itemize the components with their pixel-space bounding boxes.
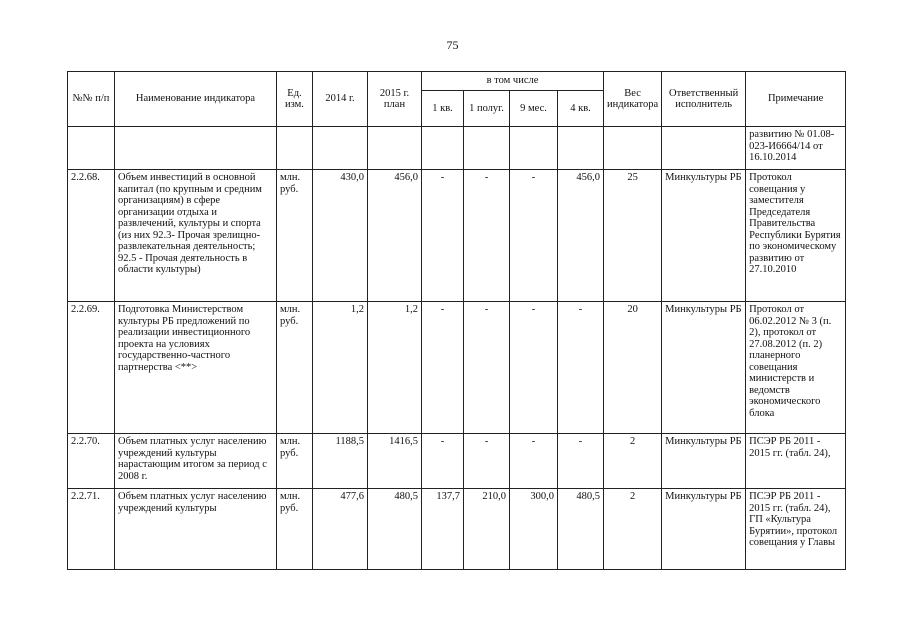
cell-empty (558, 127, 604, 170)
cell-2015-plan: 1,2 (368, 302, 422, 434)
header-weight: Вес индикатора (604, 72, 662, 127)
cell-empty (604, 127, 662, 170)
header-responsible: Ответственный исполнитель (662, 72, 746, 127)
header-row (68, 72, 846, 91)
cell-empty (662, 127, 746, 170)
cell-empty (422, 127, 464, 170)
cell-num: 2.2.69. (68, 302, 115, 434)
cell-2015-plan: 1416,5 (368, 434, 422, 489)
cell-unit: млн. руб. (277, 489, 313, 570)
table-row-continuation (68, 127, 846, 170)
cell-q4: - (558, 434, 604, 489)
cell-2014: 477,6 (313, 489, 368, 570)
cell-weight: 2 (604, 489, 662, 570)
cell-empty (464, 127, 510, 170)
cell-q1: - (422, 434, 464, 489)
cell-unit: млн. руб. (277, 302, 313, 434)
cell-q4: - (558, 302, 604, 434)
cell-weight: 2 (604, 434, 662, 489)
header-2014: 2014 г. (313, 72, 368, 127)
cell-h1: - (464, 170, 510, 302)
cell-num: 2.2.70. (68, 434, 115, 489)
cell-h1: - (464, 302, 510, 434)
table-row (68, 170, 846, 302)
header-q4: 4 кв. (558, 91, 604, 127)
cell-2015-plan: 480,5 (368, 489, 422, 570)
cell-h1: - (464, 434, 510, 489)
cell-note: развитию № 01.08-023-И6664/14 от 16.10.2014 (746, 127, 846, 170)
cell-q4: 480,5 (558, 489, 604, 570)
cell-q1: - (422, 170, 464, 302)
cell-empty (277, 127, 313, 170)
table-row (68, 302, 846, 434)
header-name: Наименование индикатора (115, 72, 277, 127)
cell-empty (368, 127, 422, 170)
cell-note: ПСЭР РБ 2011 - 2015 гг. (табл. 24), ГП «Культура Бурятии», протокол совещания у Главы (746, 489, 846, 570)
cell-unit: млн. руб. (277, 434, 313, 489)
table-row (68, 489, 846, 570)
cell-h1: 210,0 (464, 489, 510, 570)
cell-note: ПСЭР РБ 2011 - 2015 гг. (табл. 24), (746, 434, 846, 489)
cell-2014: 430,0 (313, 170, 368, 302)
cell-unit: млн. руб. (277, 170, 313, 302)
header-including: в том числе (422, 72, 604, 91)
cell-q4: 456,0 (558, 170, 604, 302)
header-unit: Ед. изм. (277, 72, 313, 127)
cell-num: 2.2.68. (68, 170, 115, 302)
cell-name: Объем платных услуг населению учреждений культуры нарастающим итогом за период с 2008 г. (115, 434, 277, 489)
cell-responsible: Минкультуры РБ (662, 170, 746, 302)
cell-2015-plan: 456,0 (368, 170, 422, 302)
cell-empty (510, 127, 558, 170)
cell-note: Протокол совещания у заместителя Председателя Правительства Республики Бурятия по экономическому развитию от 27.10.2010 (746, 170, 846, 302)
cell-responsible: Минкультуры РБ (662, 489, 746, 570)
table-row (68, 434, 846, 489)
cell-9m: - (510, 434, 558, 489)
cell-num: 2.2.71. (68, 489, 115, 570)
cell-name: Объем инвестиций в основной капитал (по крупным и средним организациям) в сфере организации отдыха и развлечений, культуры и спорта (из них 92.3- Прочая зрелищно-развлекательная деятельность; 92.5 - Прочая деятельность в области культуры) (115, 170, 277, 302)
cell-weight: 25 (604, 170, 662, 302)
cell-weight: 20 (604, 302, 662, 434)
cell-note: Протокол от 06.02.2012 № 3 (п. 2), протокол от 27.08.2012 (п. 2) планерного совещания министерств и ведомств экономического блока (746, 302, 846, 434)
cell-2014: 1188,5 (313, 434, 368, 489)
cell-empty (115, 127, 277, 170)
indicators-table (67, 71, 846, 570)
cell-empty (68, 127, 115, 170)
cell-responsible: Минкультуры РБ (662, 302, 746, 434)
header-9m: 9 мес. (510, 91, 558, 127)
cell-q1: - (422, 302, 464, 434)
cell-9m: - (510, 170, 558, 302)
header-num: №№ п/п (68, 72, 115, 127)
cell-empty (313, 127, 368, 170)
header-q1: 1 кв. (422, 91, 464, 127)
cell-responsible: Минкультуры РБ (662, 434, 746, 489)
cell-9m: - (510, 302, 558, 434)
cell-9m: 300,0 (510, 489, 558, 570)
cell-name: Объем платных услуг населению учреждений культуры (115, 489, 277, 570)
header-h1: 1 полуг. (464, 91, 510, 127)
cell-2014: 1,2 (313, 302, 368, 434)
cell-name: Подготовка Министерством культуры РБ предложений по реализации инвестиционного проекта на условиях государственно-частного партнерства <**> (115, 302, 277, 434)
header-note: Примечание (746, 72, 846, 127)
page-number: 75 (446, 38, 459, 52)
cell-q1: 137,7 (422, 489, 464, 570)
header-2015-plan: 2015 г. план (368, 72, 422, 127)
